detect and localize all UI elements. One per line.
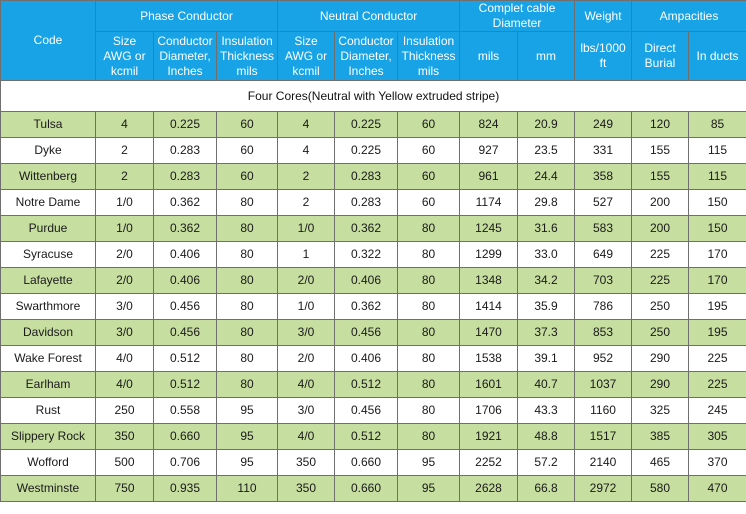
cell-direct-burial: 290	[632, 346, 689, 372]
cell-direct-burial: 290	[632, 372, 689, 398]
section-title: Four Cores(Neutral with Yellow extruded stripe)	[1, 81, 746, 112]
cell-weight: 1517	[575, 424, 632, 450]
cell-neutral-insulation: 60	[398, 190, 460, 216]
cell-weight: 331	[575, 138, 632, 164]
cell-diameter-mm: 66.8	[518, 476, 575, 502]
cell-code: Dyke	[1, 138, 96, 164]
cell-direct-burial: 325	[632, 398, 689, 424]
cell-code: Swarthmore	[1, 294, 96, 320]
cell-weight: 2972	[575, 476, 632, 502]
cell-weight: 358	[575, 164, 632, 190]
cell-phase-size: 500	[96, 450, 154, 476]
cell-phase-diameter: 0.512	[154, 372, 217, 398]
cell-code: Wofford	[1, 450, 96, 476]
table-row	[1, 398, 746, 424]
cell-in-ducts: 195	[689, 320, 746, 346]
cell-weight: 249	[575, 112, 632, 138]
table-body	[1, 112, 746, 502]
cell-weight: 2140	[575, 450, 632, 476]
cell-code: Earlham	[1, 372, 96, 398]
cell-neutral-insulation: 60	[398, 164, 460, 190]
cell-diameter-mils: 1470	[460, 320, 518, 346]
cell-phase-diameter: 0.558	[154, 398, 217, 424]
cell-phase-insulation: 60	[217, 164, 278, 190]
cell-phase-diameter: 0.406	[154, 268, 217, 294]
cell-weight: 527	[575, 190, 632, 216]
cell-weight: 703	[575, 268, 632, 294]
cell-phase-insulation: 95	[217, 424, 278, 450]
cell-diameter-mils: 1299	[460, 242, 518, 268]
cell-phase-diameter: 0.456	[154, 320, 217, 346]
cell-diameter-mm: 31.6	[518, 216, 575, 242]
cell-neutral-diameter: 0.225	[335, 112, 398, 138]
cell-phase-insulation: 80	[217, 268, 278, 294]
cell-neutral-size: 350	[278, 476, 335, 502]
header-phase-diameter: Conductor Diameter, Inches	[154, 32, 217, 81]
header-neutral-conductor: Neutral Conductor	[278, 1, 460, 32]
cell-in-ducts: 370	[689, 450, 746, 476]
cell-diameter-mm: 24.4	[518, 164, 575, 190]
cell-diameter-mm: 34.2	[518, 268, 575, 294]
cell-phase-insulation: 95	[217, 398, 278, 424]
cell-phase-diameter: 0.362	[154, 216, 217, 242]
cell-phase-insulation: 60	[217, 138, 278, 164]
cell-diameter-mils: 1601	[460, 372, 518, 398]
cell-diameter-mm: 40.7	[518, 372, 575, 398]
cell-diameter-mm: 20.9	[518, 112, 575, 138]
cell-phase-insulation: 60	[217, 112, 278, 138]
cell-weight: 952	[575, 346, 632, 372]
cell-phase-insulation: 80	[217, 320, 278, 346]
cell-phase-size: 250	[96, 398, 154, 424]
cell-neutral-insulation: 80	[398, 398, 460, 424]
header-weight-unit: lbs/1000 ft	[575, 32, 632, 81]
cell-diameter-mils: 2628	[460, 476, 518, 502]
cell-neutral-diameter: 0.283	[335, 190, 398, 216]
cell-phase-size: 2	[96, 138, 154, 164]
cell-diameter-mm: 48.8	[518, 424, 575, 450]
cell-code: Slippery Rock	[1, 424, 96, 450]
cell-neutral-size: 4	[278, 112, 335, 138]
cell-direct-burial: 225	[632, 268, 689, 294]
cell-code: Tulsa	[1, 112, 96, 138]
cell-diameter-mils: 1348	[460, 268, 518, 294]
cell-diameter-mm: 57.2	[518, 450, 575, 476]
header-neutral-diameter: Conductor Diameter, Inches	[335, 32, 398, 81]
cell-phase-diameter: 0.456	[154, 294, 217, 320]
table-row	[1, 450, 746, 476]
cell-weight: 853	[575, 320, 632, 346]
cell-phase-diameter: 0.283	[154, 164, 217, 190]
table-row	[1, 476, 746, 502]
cell-neutral-size: 4	[278, 138, 335, 164]
cell-phase-size: 3/0	[96, 294, 154, 320]
cell-code: Westminste	[1, 476, 96, 502]
cell-diameter-mils: 961	[460, 164, 518, 190]
cell-in-ducts: 115	[689, 164, 746, 190]
cell-code: Purdue	[1, 216, 96, 242]
cell-neutral-size: 1/0	[278, 216, 335, 242]
table-row	[1, 164, 746, 190]
cell-phase-diameter: 0.406	[154, 242, 217, 268]
cell-code: Wake Forest	[1, 346, 96, 372]
cell-neutral-diameter: 0.406	[335, 346, 398, 372]
cell-phase-size: 350	[96, 424, 154, 450]
cell-weight: 786	[575, 294, 632, 320]
cell-phase-size: 2/0	[96, 268, 154, 294]
cell-direct-burial: 250	[632, 294, 689, 320]
cell-neutral-size: 1	[278, 242, 335, 268]
cell-weight: 649	[575, 242, 632, 268]
cell-phase-size: 1/0	[96, 216, 154, 242]
header-weight: Weight	[575, 1, 632, 32]
cell-diameter-mils: 1245	[460, 216, 518, 242]
cell-neutral-diameter: 0.456	[335, 398, 398, 424]
cell-phase-insulation: 80	[217, 346, 278, 372]
cell-neutral-diameter: 0.362	[335, 294, 398, 320]
header-direct-burial: Direct Burial	[632, 32, 689, 81]
cell-diameter-mm: 33.0	[518, 242, 575, 268]
cell-diameter-mils: 1706	[460, 398, 518, 424]
cell-diameter-mm: 43.3	[518, 398, 575, 424]
cell-neutral-diameter: 0.660	[335, 476, 398, 502]
cell-phase-diameter: 0.706	[154, 450, 217, 476]
cell-phase-size: 4/0	[96, 346, 154, 372]
cell-code: Syracuse	[1, 242, 96, 268]
header-phase-conductor: Phase Conductor	[96, 1, 278, 32]
cell-phase-size: 4/0	[96, 372, 154, 398]
cell-neutral-diameter: 0.225	[335, 138, 398, 164]
table-row	[1, 242, 746, 268]
cell-diameter-mils: 1921	[460, 424, 518, 450]
cell-direct-burial: 385	[632, 424, 689, 450]
cell-in-ducts: 170	[689, 242, 746, 268]
table-row	[1, 320, 746, 346]
cell-weight: 583	[575, 216, 632, 242]
cell-neutral-size: 4/0	[278, 424, 335, 450]
cell-phase-diameter: 0.283	[154, 138, 217, 164]
cell-in-ducts: 150	[689, 190, 746, 216]
table-row	[1, 346, 746, 372]
cell-phase-diameter: 0.660	[154, 424, 217, 450]
cell-direct-burial: 155	[632, 164, 689, 190]
cell-in-ducts: 150	[689, 216, 746, 242]
cell-phase-size: 2	[96, 164, 154, 190]
cell-diameter-mm: 37.3	[518, 320, 575, 346]
cell-diameter-mm: 29.8	[518, 190, 575, 216]
cell-diameter-mils: 927	[460, 138, 518, 164]
cell-neutral-size: 1/0	[278, 294, 335, 320]
cell-direct-burial: 225	[632, 242, 689, 268]
table-row	[1, 138, 746, 164]
cell-phase-size: 2/0	[96, 242, 154, 268]
header-row-groups	[1, 1, 746, 32]
cell-neutral-insulation: 80	[398, 346, 460, 372]
cell-direct-burial: 250	[632, 320, 689, 346]
cell-neutral-insulation: 95	[398, 476, 460, 502]
header-row-columns	[1, 32, 746, 81]
cell-code: Lafayette	[1, 268, 96, 294]
cell-direct-burial: 580	[632, 476, 689, 502]
header-neutral-size: Size AWG or kcmil	[278, 32, 335, 81]
cell-phase-diameter: 0.362	[154, 190, 217, 216]
cell-neutral-size: 2	[278, 164, 335, 190]
cell-neutral-diameter: 0.660	[335, 450, 398, 476]
cell-weight: 1037	[575, 372, 632, 398]
header-ampacities: Ampacities	[632, 1, 746, 32]
cell-neutral-size: 3/0	[278, 320, 335, 346]
cell-weight: 1160	[575, 398, 632, 424]
header-complete-cable-diameter: Complet cable Diameter	[460, 1, 575, 32]
cell-neutral-diameter: 0.512	[335, 372, 398, 398]
cell-diameter-mils: 1538	[460, 346, 518, 372]
cell-in-ducts: 225	[689, 346, 746, 372]
header-neutral-insulation: Insulation Thickness mils	[398, 32, 460, 81]
cell-in-ducts: 115	[689, 138, 746, 164]
cell-diameter-mm: 23.5	[518, 138, 575, 164]
cell-neutral-diameter: 0.512	[335, 424, 398, 450]
table-row	[1, 216, 746, 242]
cell-phase-diameter: 0.935	[154, 476, 217, 502]
table-row	[1, 268, 746, 294]
cell-neutral-insulation: 80	[398, 424, 460, 450]
cell-neutral-insulation: 95	[398, 450, 460, 476]
cell-phase-diameter: 0.512	[154, 346, 217, 372]
cell-diameter-mm: 35.9	[518, 294, 575, 320]
header-diameter-mm: mm	[518, 32, 575, 81]
cell-neutral-size: 3/0	[278, 398, 335, 424]
cell-phase-size: 750	[96, 476, 154, 502]
cell-in-ducts: 170	[689, 268, 746, 294]
header-phase-size: Size AWG or kcmil	[96, 32, 154, 81]
cell-neutral-insulation: 80	[398, 294, 460, 320]
cell-phase-insulation: 80	[217, 190, 278, 216]
cell-phase-diameter: 0.225	[154, 112, 217, 138]
cell-neutral-insulation: 60	[398, 112, 460, 138]
cell-neutral-diameter: 0.406	[335, 268, 398, 294]
cell-in-ducts: 195	[689, 294, 746, 320]
cell-neutral-insulation: 80	[398, 268, 460, 294]
cell-neutral-insulation: 80	[398, 372, 460, 398]
cell-phase-insulation: 80	[217, 294, 278, 320]
cell-phase-insulation: 80	[217, 216, 278, 242]
table-row	[1, 372, 746, 398]
cell-neutral-size: 2/0	[278, 346, 335, 372]
cell-direct-burial: 200	[632, 216, 689, 242]
cell-direct-burial: 200	[632, 190, 689, 216]
cell-diameter-mils: 824	[460, 112, 518, 138]
cell-phase-insulation: 80	[217, 372, 278, 398]
header-phase-insulation: Insulation Thickness mils	[217, 32, 278, 81]
cell-code: Wittenberg	[1, 164, 96, 190]
cell-neutral-insulation: 60	[398, 138, 460, 164]
table-row	[1, 294, 746, 320]
cell-code: Notre Dame	[1, 190, 96, 216]
cell-neutral-diameter: 0.362	[335, 216, 398, 242]
cell-neutral-size: 350	[278, 450, 335, 476]
cell-diameter-mils: 2252	[460, 450, 518, 476]
cell-phase-insulation: 110	[217, 476, 278, 502]
cell-neutral-diameter: 0.456	[335, 320, 398, 346]
cell-diameter-mils: 1174	[460, 190, 518, 216]
table-row	[1, 112, 746, 138]
header-code: Code	[1, 1, 96, 81]
cell-in-ducts: 245	[689, 398, 746, 424]
section-row	[1, 81, 746, 112]
cell-direct-burial: 465	[632, 450, 689, 476]
cell-direct-burial: 155	[632, 138, 689, 164]
cell-direct-burial: 120	[632, 112, 689, 138]
cell-neutral-size: 2	[278, 190, 335, 216]
cell-neutral-diameter: 0.322	[335, 242, 398, 268]
cell-code: Davidson	[1, 320, 96, 346]
table-row	[1, 424, 746, 450]
cell-neutral-insulation: 80	[398, 242, 460, 268]
cell-diameter-mils: 1414	[460, 294, 518, 320]
cell-phase-size: 3/0	[96, 320, 154, 346]
cell-in-ducts: 85	[689, 112, 746, 138]
cell-neutral-size: 2/0	[278, 268, 335, 294]
cell-phase-size: 1/0	[96, 190, 154, 216]
cell-neutral-size: 4/0	[278, 372, 335, 398]
cell-in-ducts: 225	[689, 372, 746, 398]
cell-phase-insulation: 95	[217, 450, 278, 476]
header-in-ducts: In ducts	[689, 32, 746, 81]
cell-diameter-mm: 39.1	[518, 346, 575, 372]
cell-code: Rust	[1, 398, 96, 424]
cell-in-ducts: 305	[689, 424, 746, 450]
header-diameter-mils: mils	[460, 32, 518, 81]
cell-neutral-diameter: 0.283	[335, 164, 398, 190]
table-row	[1, 190, 746, 216]
cell-phase-insulation: 80	[217, 242, 278, 268]
cell-in-ducts: 470	[689, 476, 746, 502]
cell-phase-size: 4	[96, 112, 154, 138]
cell-neutral-insulation: 80	[398, 216, 460, 242]
cell-neutral-insulation: 80	[398, 320, 460, 346]
